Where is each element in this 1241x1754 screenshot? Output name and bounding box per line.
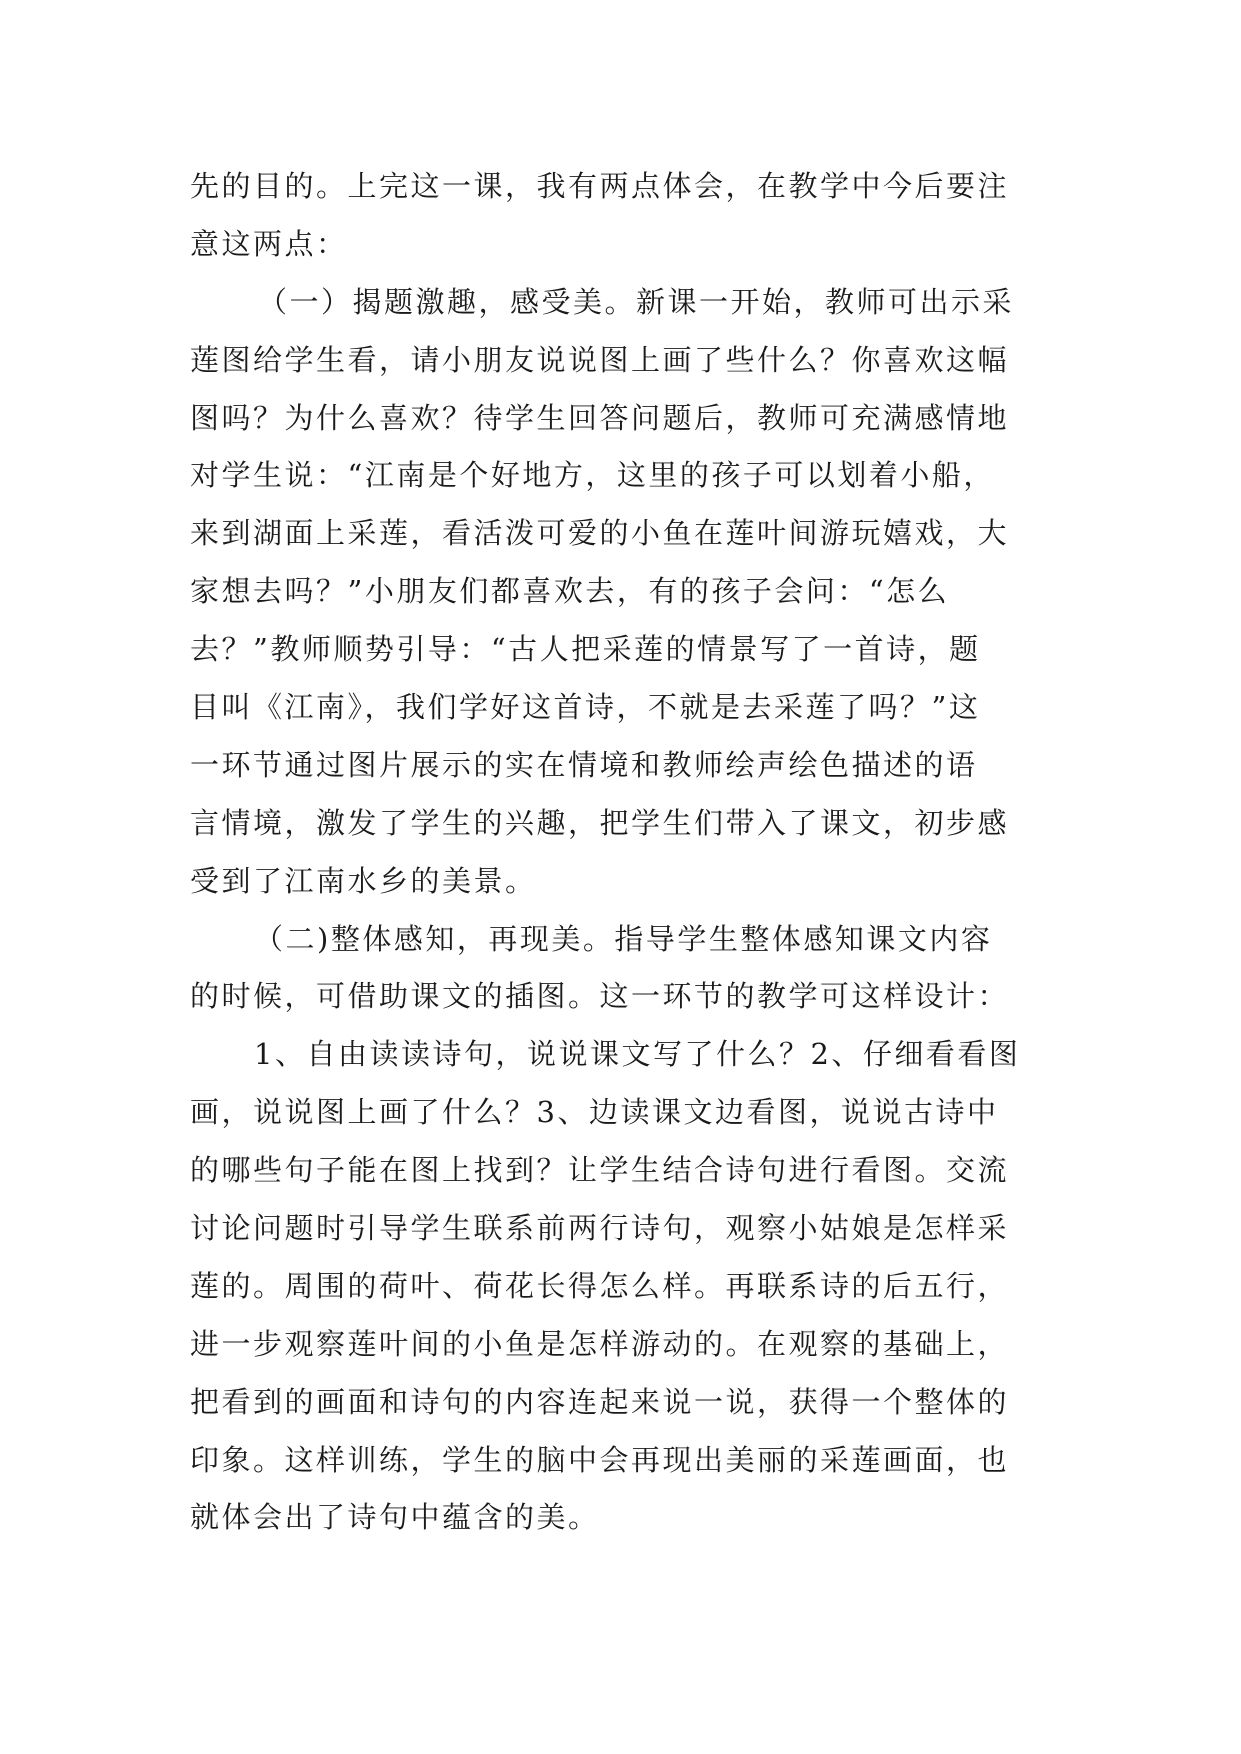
- text-line: 家想去吗？”小朋友们都喜欢去，有的孩子会问：“怎么: [190, 574, 950, 609]
- text-line: 把看到的画面和诗句的内容连起来说一说，获得一个整体的: [190, 1384, 1010, 1419]
- body-text: [190, 158, 1052, 1547]
- text-line: 受到了江南水乡的美景。: [190, 863, 537, 898]
- text-line: 就体会出了诗句中蕴含的美。: [190, 1500, 600, 1535]
- text-line: 莲的。周围的荷叶、荷花长得怎么样。再联系诗的后五行，: [190, 1268, 1010, 1303]
- text-line: （一）揭题激趣，感受美。新课一开始，教师可出示采: [258, 284, 1015, 319]
- text-line: 1、自由读读诗句，说说课文写了什么？2、仔细看看图: [254, 1037, 1021, 1072]
- text-line: 图吗？为什么喜欢？待学生回答问题后，教师可充满感情地: [190, 400, 1010, 435]
- text-line: 去？”教师顺势引导：“古人把采莲的情景写了一首诗，题: [190, 632, 981, 667]
- text-line: 言情境，激发了学生的兴趣，把学生们带入了课文，初步感: [190, 805, 1010, 840]
- text-line: 一环节通过图片展示的实在情境和教师绘声绘色描述的语: [190, 747, 978, 782]
- text-line: （二)整体感知，再现美。指导学生整体感知课文内容: [254, 921, 993, 956]
- text-line: 意这两点：: [190, 226, 348, 261]
- text-line: 莲图给学生看，请小朋友说说图上画了些什么？你喜欢这幅: [190, 342, 1010, 377]
- text-line: 印象。这样训练，学生的脑中会再现出美丽的采莲画面，也: [190, 1442, 1010, 1477]
- text-line: 的时候，可借助课文的插图。这一环节的教学可这样设计：: [190, 979, 1010, 1014]
- text-line: 先的目的。上完这一课，我有两点体会，在教学中今后要注: [190, 169, 1010, 203]
- text-line: 的哪些句子能在图上找到？让学生结合诗句进行看图。交流: [190, 1153, 1010, 1188]
- text-line: 目叫《江南》，我们学好这首诗，不就是去采莲了吗？”这: [190, 690, 981, 725]
- text-line: 进一步观察莲叶间的小鱼是怎样游动的。在观察的基础上，: [190, 1326, 1010, 1361]
- text-line: 画，说说图上画了什么？3、边读课文边看图，说说古诗中: [190, 1095, 999, 1130]
- text-line: 来到湖面上采莲，看活泼可爱的小鱼在莲叶间游玩嬉戏，大: [190, 516, 1010, 551]
- text-line: 讨论问题时引导学生联系前两行诗句，观察小姑娘是怎样采: [190, 1211, 1010, 1246]
- text-line: 对学生说：“江南是个好地方，这里的孩子可以划着小船，: [190, 458, 995, 493]
